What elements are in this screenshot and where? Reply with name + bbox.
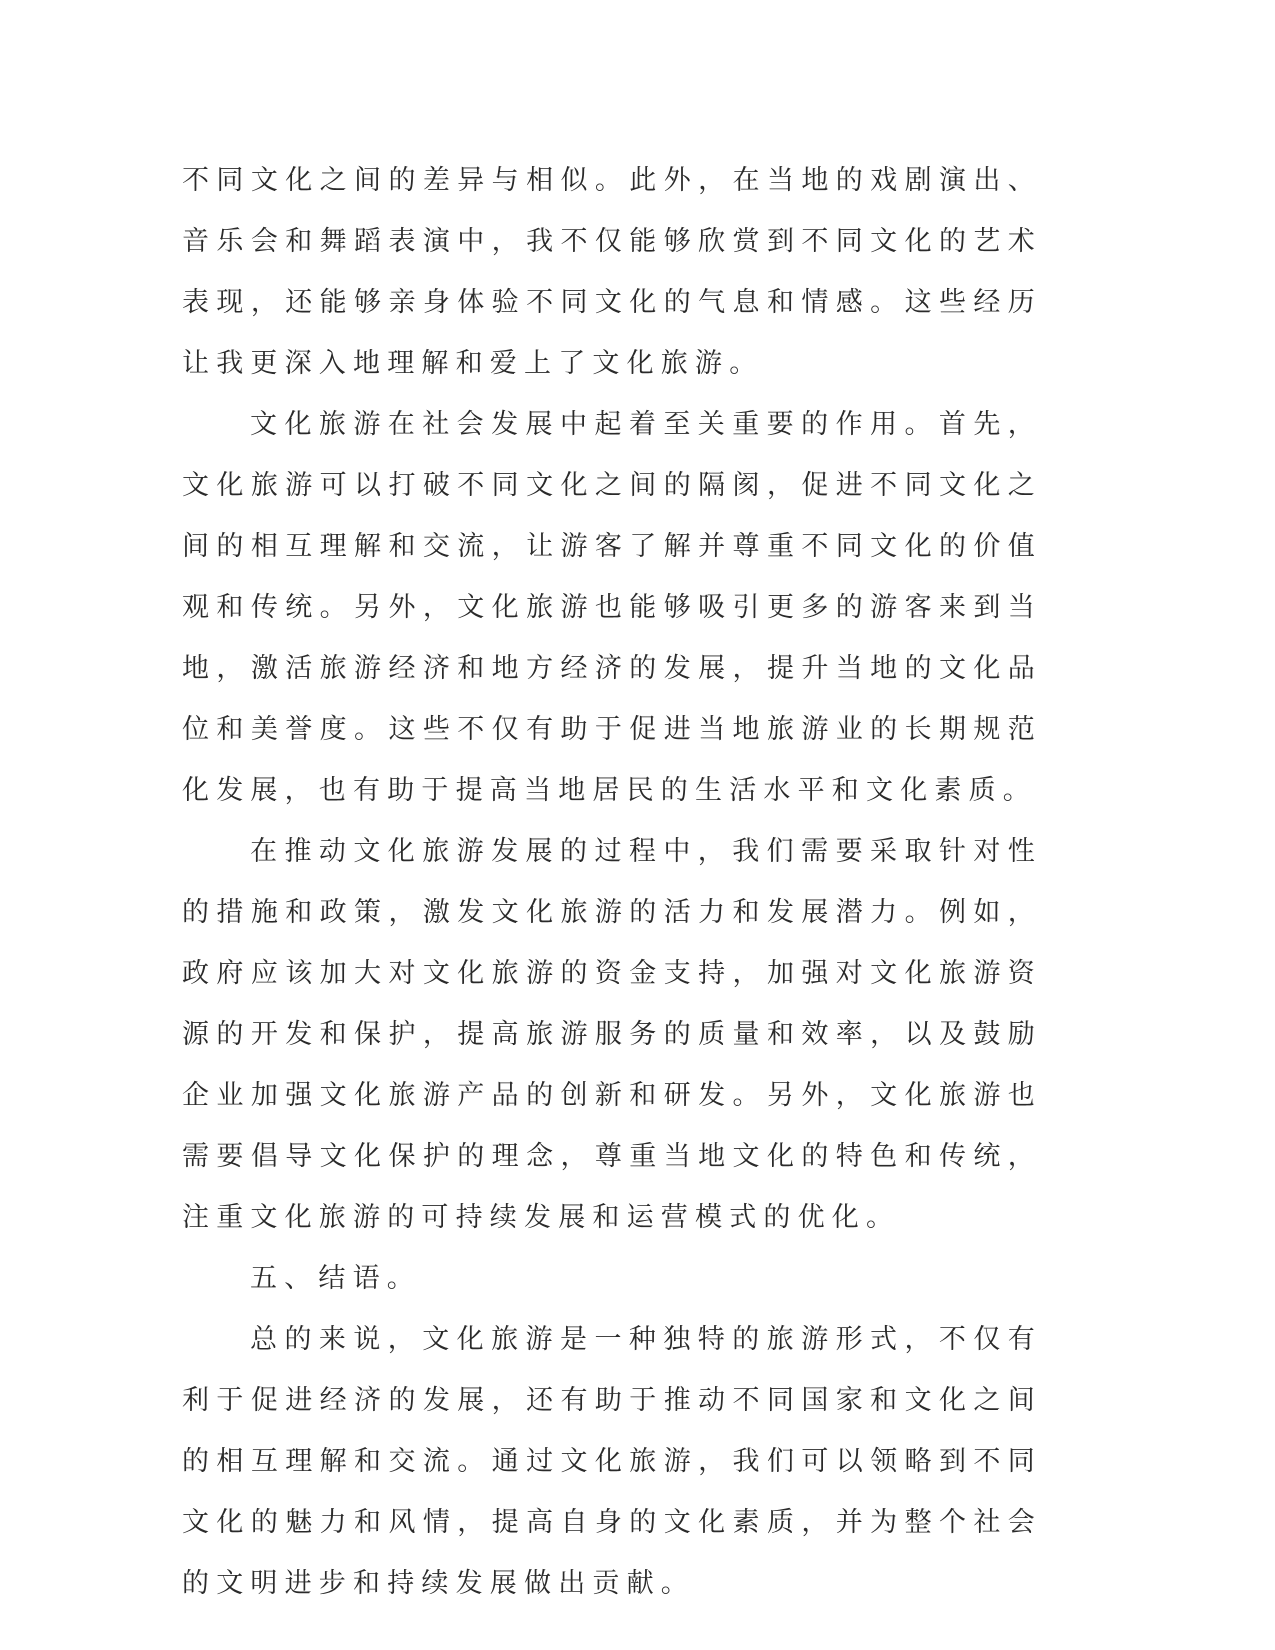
- paragraph-conclusion: 总的来说，文化旅游是一种独特的旅游形式，不仅有利于促进经济的发展，还有助于推动不同国家和文化之间的相互理解和交流。通过文化旅游，我们可以领略到不同文化的魅力和风情，提高自身的文化素质，并为整个社会的文明进步和持续发展做出贡献。: [182, 1324, 1042, 1599]
- document-body: [182, 150, 1042, 1614]
- paragraph-cultural-experience: 不同文化之间的差异与相似。此外，在当地的戏剧演出、音乐会和舞蹈表演中，我不仅能够欣赏到不同文化的艺术表现，还能够亲身体验不同文化的气息和情感。这些经历让我更深入地理解和爱上了文化旅游。: [182, 165, 1042, 379]
- paragraph-role-of-cultural-tourism: 文化旅游在社会发展中起着至关重要的作用。首先，文化旅游可以打破不同文化之间的隔阂，促进不同文化之间的相互理解和交流，让游客了解并尊重不同文化的价值观和传统。另外，文化旅游也能够吸引更多的游客来到当地，激活旅游经济和地方经济的发展，提升当地的文化品位和美誉度。这些不仅有助于促进当地旅游业的长期规范化发展，也有助于提高当地居民的生活水平和文化素质。: [182, 409, 1042, 806]
- paragraph-promotion-measures: 在推动文化旅游发展的过程中，我们需要采取针对性的措施和政策，激发文化旅游的活力和发展潜力。例如，政府应该加大对文化旅游的资金支持，加强对文化旅游资源的开发和保护，提高旅游服务的质量和效率，以及鼓励企业加强文化旅游产品的创新和研发。另外，文化旅游也需要倡导文化保护的理念，尊重当地文化的特色和传统，注重文化旅游的可持续发展和运营模式的优化。: [182, 836, 1042, 1233]
- section-heading-conclusion: 五、结语。: [250, 1263, 421, 1294]
